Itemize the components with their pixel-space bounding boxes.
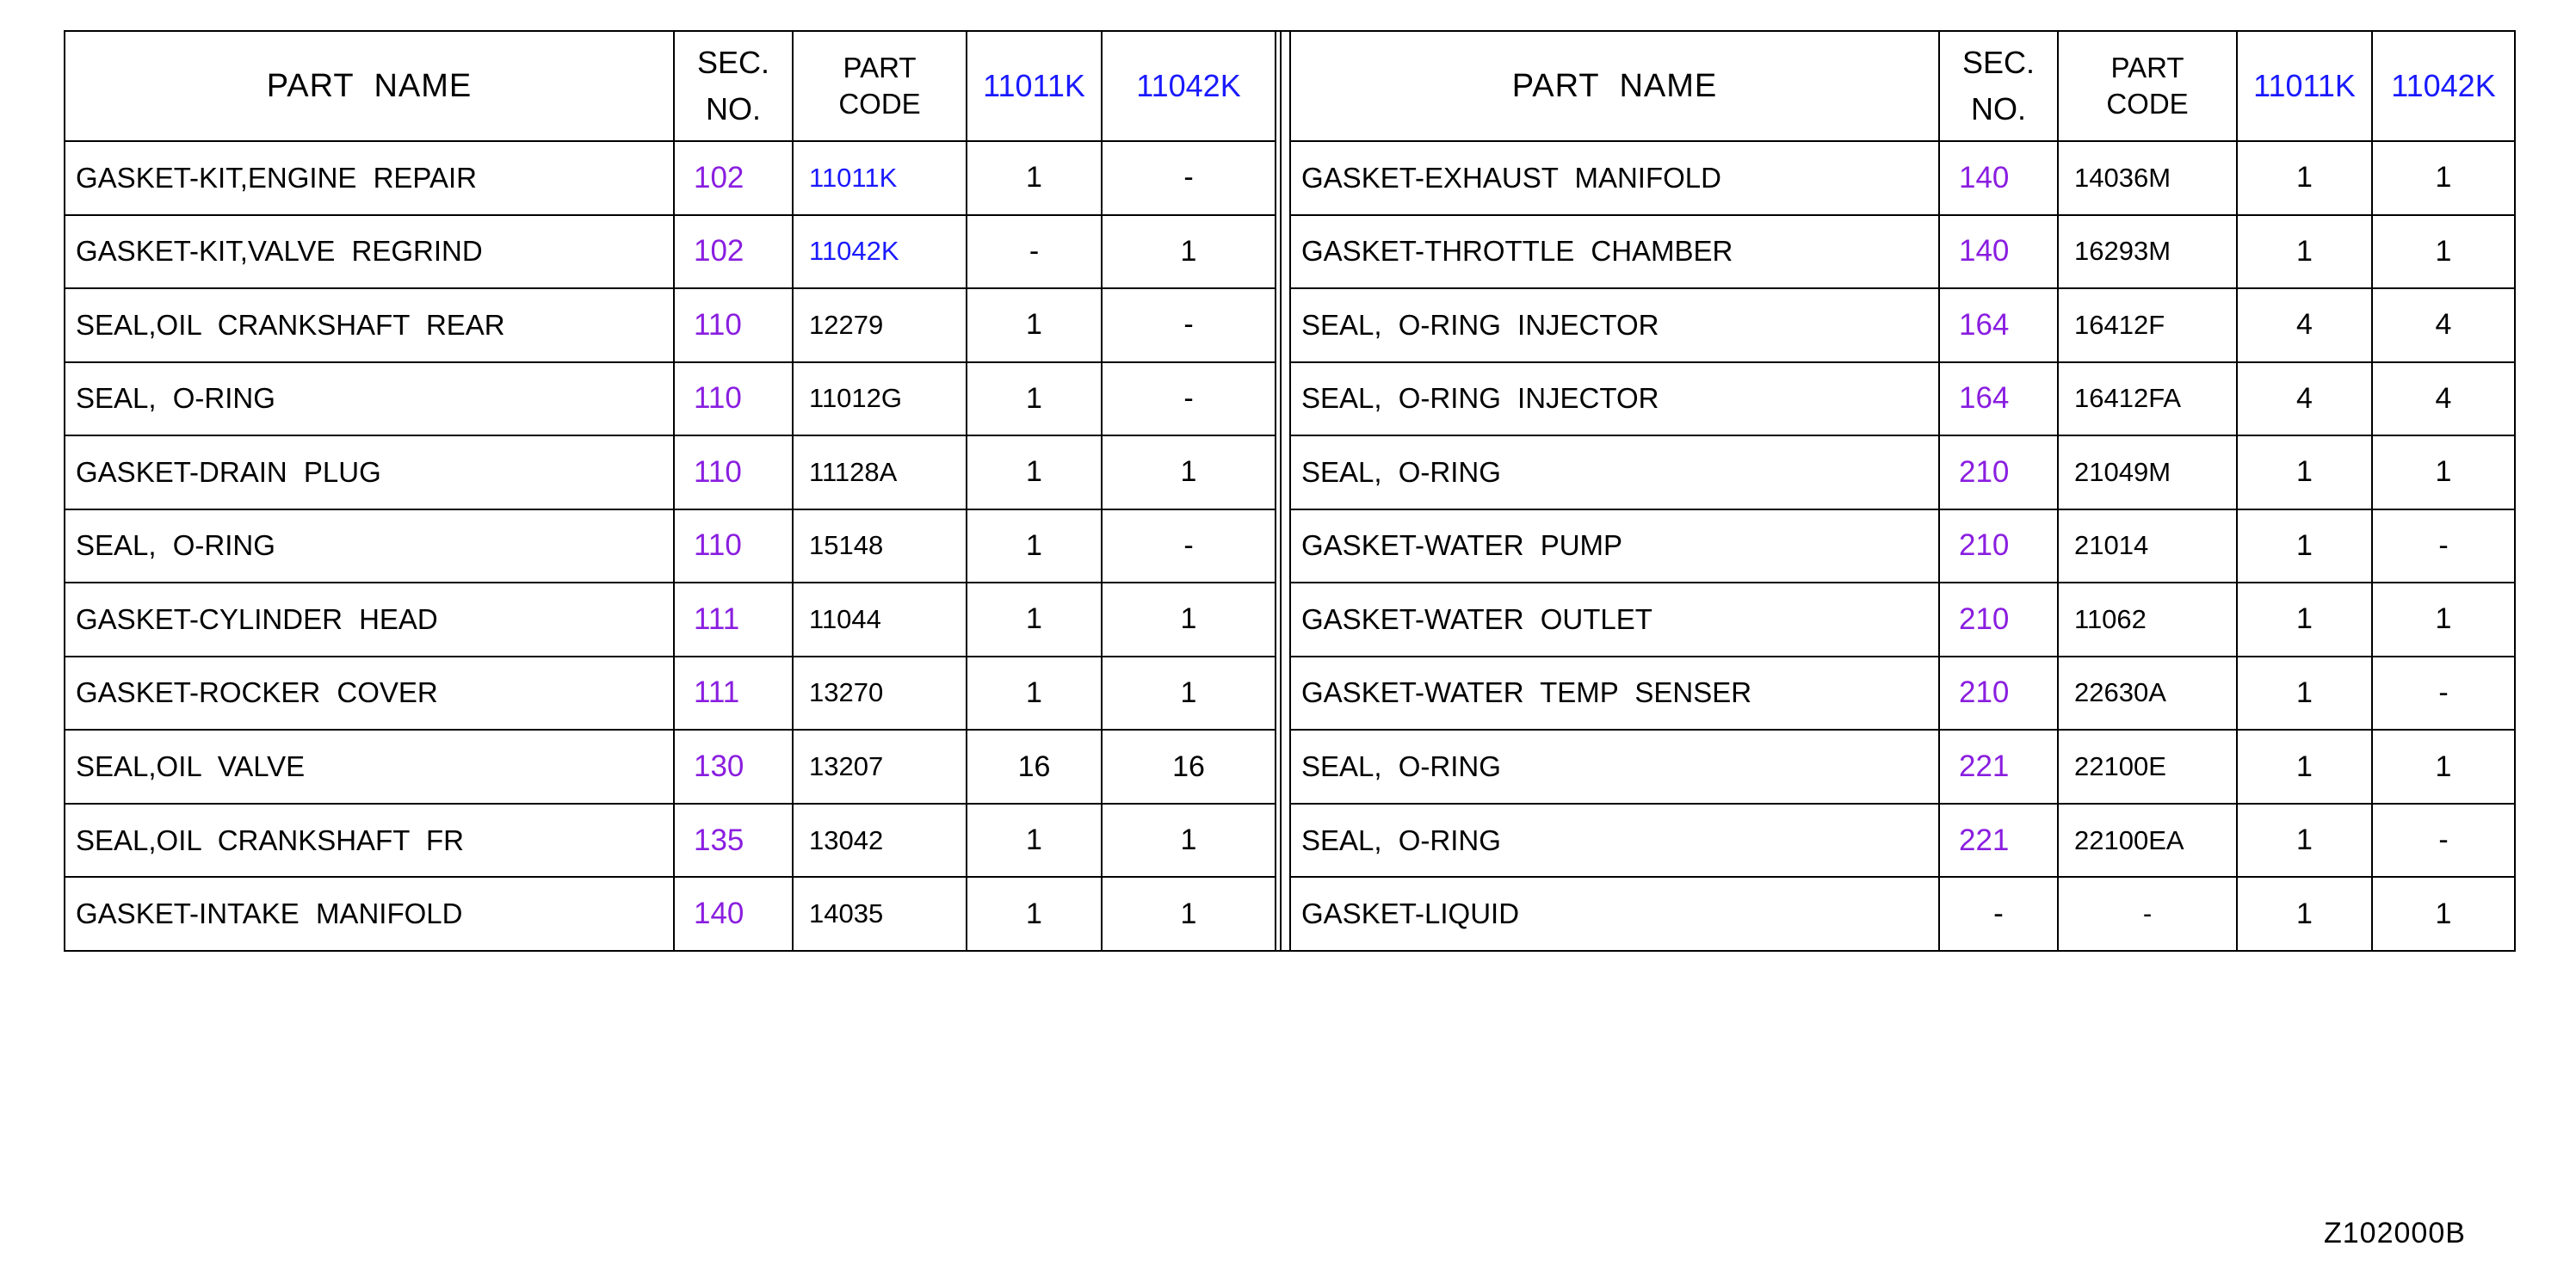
table-row: [65, 657, 1276, 731]
qty-11042k: 1: [1102, 804, 1276, 878]
table-row: [65, 435, 1276, 509]
qty-11011k: 1: [2237, 583, 2372, 657]
part-name: SEAL, O-RING INJECTOR: [1290, 288, 1939, 362]
qty-11011k: 1: [2237, 804, 2372, 878]
code-header-line2: CODE: [2106, 88, 2189, 120]
sec-no: 130: [674, 730, 793, 804]
table-row: [1290, 362, 2515, 436]
sec-no: 102: [674, 215, 793, 289]
part-name: SEAL, O-RING: [1290, 435, 1939, 509]
part-code: 14036M: [2058, 141, 2237, 215]
part-name: SEAL, O-RING: [65, 362, 674, 436]
part-name-header: PART NAME: [65, 31, 674, 141]
qty-11042k: 1: [2372, 877, 2515, 951]
part-code: 21049M: [2058, 435, 2237, 509]
qty-11042k: -: [2372, 657, 2515, 731]
header-row: [1290, 31, 2515, 141]
table-row: [1290, 657, 2515, 731]
part-code: 22100E: [2058, 730, 2237, 804]
sec-no: 210: [1939, 657, 2058, 731]
part-name: GASKET-CYLINDER HEAD: [65, 583, 674, 657]
code-header-line2: CODE: [838, 88, 921, 120]
sec-no: -: [1939, 877, 2058, 951]
sec-no: 110: [674, 362, 793, 436]
qty-11011k: 1: [967, 435, 1102, 509]
part-code: 15148: [793, 509, 967, 583]
part-code: 12279: [793, 288, 967, 362]
qty-11042k: -: [2372, 804, 2515, 878]
table-row: [1290, 141, 2515, 215]
part-code: 11128A: [793, 435, 967, 509]
qty-11011k: 1: [2237, 877, 2372, 951]
part-code: 14035: [793, 877, 967, 951]
qty-11011k: 16: [967, 730, 1102, 804]
table-row: [65, 362, 1276, 436]
sec-no: 140: [1939, 215, 2058, 289]
code-header-line1: PART: [2110, 52, 2184, 83]
part-code: 11062: [2058, 583, 2237, 657]
table-row: [1290, 730, 2515, 804]
qty-11011k: 1: [2237, 435, 2372, 509]
sec-no: 210: [1939, 509, 2058, 583]
qty-11042k: -: [1102, 288, 1276, 362]
qty-11042k: 1: [2372, 141, 2515, 215]
table-row: [65, 877, 1276, 951]
sec-header-line1: SEC.: [1961, 45, 2035, 80]
sec-no: 111: [674, 583, 793, 657]
qty-11042k: -: [1102, 509, 1276, 583]
part-name: GASKET-EXHAUST MANIFOLD: [1290, 141, 1939, 215]
table-row: [1290, 435, 2515, 509]
table-row: [1290, 583, 2515, 657]
part-name: SEAL, O-RING: [1290, 730, 1939, 804]
qty-11011k: 1: [967, 509, 1102, 583]
table-row: [1290, 215, 2515, 289]
qty-11042k: -: [1102, 362, 1276, 436]
qty-11042k: 1: [2372, 583, 2515, 657]
part-name: GASKET-WATER TEMP SENSER: [1290, 657, 1939, 731]
part-code: 21014: [2058, 509, 2237, 583]
part-code: 13207: [793, 730, 967, 804]
qty-11042k: -: [2372, 509, 2515, 583]
sec-no: 110: [674, 509, 793, 583]
qty-11042k: 4: [2372, 362, 2515, 436]
qty-11011k: 1: [2237, 141, 2372, 215]
parts-table-right: [1289, 30, 2514, 952]
sec-no: 210: [1939, 435, 2058, 509]
sec-no-header: [674, 31, 793, 141]
part-name: SEAL, O-RING: [1290, 804, 1939, 878]
part-code: 16412F: [2058, 288, 2237, 362]
part-code: 11044: [793, 583, 967, 657]
qty-11042k: 1: [1102, 435, 1276, 509]
part-code-header: [793, 31, 967, 141]
table-row: [65, 288, 1276, 362]
part-code: 22630A: [2058, 657, 2237, 731]
sec-no: 102: [674, 141, 793, 215]
qty-11011k: 1: [967, 362, 1102, 436]
qty-11011k: 1: [967, 141, 1102, 215]
part-name: GASKET-KIT,VALVE REGRIND: [65, 215, 674, 289]
qty-11011k: 4: [2237, 362, 2372, 436]
kit-11011k-header: 11011K: [2237, 31, 2372, 141]
qty-11042k: 1: [1102, 877, 1276, 951]
part-name: GASKET-LIQUID: [1290, 877, 1939, 951]
qty-11042k: 1: [1102, 657, 1276, 731]
table-row: [65, 730, 1276, 804]
sec-header-line2: NO.: [705, 91, 761, 126]
table-row: [1290, 288, 2515, 362]
table-row: [65, 509, 1276, 583]
part-code: 22100EA: [2058, 804, 2237, 878]
part-name: GASKET-INTAKE MANIFOLD: [65, 877, 674, 951]
sec-no: 110: [674, 435, 793, 509]
sec-header-line2: NO.: [1970, 91, 2026, 126]
qty-11042k: 1: [1102, 583, 1276, 657]
part-code: 16293M: [2058, 215, 2237, 289]
sec-no: 140: [1939, 141, 2058, 215]
qty-11042k: 4: [2372, 288, 2515, 362]
part-name: SEAL,OIL CRANKSHAFT FR: [65, 804, 674, 878]
part-name: GASKET-KIT,ENGINE REPAIR: [65, 141, 674, 215]
code-header-line1: PART: [843, 52, 917, 83]
sec-no: 140: [674, 877, 793, 951]
sec-no: 210: [1939, 583, 2058, 657]
sec-no: 164: [1939, 362, 2058, 436]
sec-no: 164: [1939, 288, 2058, 362]
qty-11011k: -: [967, 215, 1102, 289]
sec-no: 111: [674, 657, 793, 731]
kit-11011k-header: 11011K: [967, 31, 1102, 141]
qty-11042k: -: [1102, 141, 1276, 215]
table-row: [65, 215, 1276, 289]
qty-11042k: 1: [2372, 730, 2515, 804]
table-row: [65, 141, 1276, 215]
part-code: -: [2058, 877, 2237, 951]
table-row: [1290, 509, 2515, 583]
kit-11042k-header: 11042K: [1102, 31, 1276, 141]
qty-11042k: 16: [1102, 730, 1276, 804]
sec-no: 221: [1939, 804, 2058, 878]
sec-no-header: [1939, 31, 2058, 141]
part-name: SEAL, O-RING: [65, 509, 674, 583]
qty-11011k: 1: [2237, 730, 2372, 804]
part-name: GASKET-WATER OUTLET: [1290, 583, 1939, 657]
qty-11011k: 1: [967, 657, 1102, 731]
qty-11011k: 1: [967, 583, 1102, 657]
part-code: 11011K: [793, 141, 967, 215]
part-name: SEAL, O-RING INJECTOR: [1290, 362, 1939, 436]
drawing-number: Z102000B: [2324, 1217, 2466, 1249]
sec-no: 135: [674, 804, 793, 878]
part-code: 11042K: [793, 215, 967, 289]
table-row: [65, 583, 1276, 657]
part-name: GASKET-WATER PUMP: [1290, 509, 1939, 583]
part-name: SEAL,OIL CRANKSHAFT REAR: [65, 288, 674, 362]
header-row: [65, 31, 1276, 141]
part-code: 11012G: [793, 362, 967, 436]
qty-11011k: 1: [2237, 657, 2372, 731]
kit-11042k-header: 11042K: [2372, 31, 2515, 141]
part-code: 16412FA: [2058, 362, 2237, 436]
table-row: [1290, 877, 2515, 951]
qty-11042k: 1: [1102, 215, 1276, 289]
qty-11011k: 1: [967, 288, 1102, 362]
table-row: [65, 804, 1276, 878]
part-name: SEAL,OIL VALVE: [65, 730, 674, 804]
qty-11011k: 1: [967, 804, 1102, 878]
sec-no: 110: [674, 288, 793, 362]
part-name: GASKET-ROCKER COVER: [65, 657, 674, 731]
qty-11011k: 1: [967, 877, 1102, 951]
table-divider: [1275, 30, 1289, 952]
part-name: GASKET-THROTTLE CHAMBER: [1290, 215, 1939, 289]
part-name: GASKET-DRAIN PLUG: [65, 435, 674, 509]
qty-11011k: 4: [2237, 288, 2372, 362]
parts-table: [64, 30, 2514, 952]
qty-11042k: 1: [2372, 215, 2515, 289]
qty-11011k: 1: [2237, 215, 2372, 289]
part-name-header: PART NAME: [1290, 31, 1939, 141]
table-row: [1290, 804, 2515, 878]
sec-no: 221: [1939, 730, 2058, 804]
qty-11042k: 1: [2372, 435, 2515, 509]
part-code: 13042: [793, 804, 967, 878]
part-code-header: [2058, 31, 2237, 141]
part-code: 13270: [793, 657, 967, 731]
qty-11011k: 1: [2237, 509, 2372, 583]
sec-header-line1: SEC.: [696, 45, 770, 80]
parts-table-left: [64, 30, 1275, 952]
